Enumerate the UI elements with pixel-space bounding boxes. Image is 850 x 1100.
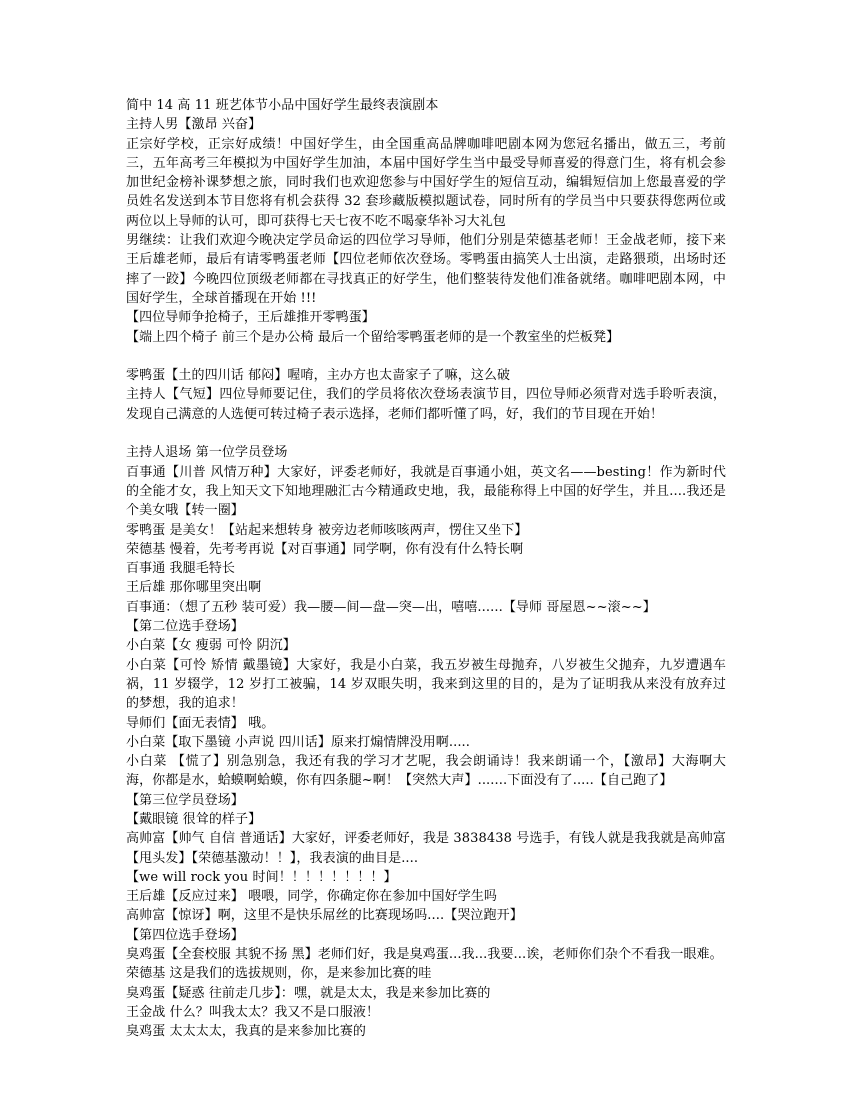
script-paragraph: 百事通【川普 风情万种】大家好，评委老师好，我就是百事通小姐，英文名——besting！作为新时代的全能才女，我上知天文下知地理融汇古今精通政史地，我，最能称得上中国的好学生，并且....我还是个美女哦【转一圈】 [126,464,726,519]
script-paragraph: 高帅富【惊讶】啊，这里不是快乐屌丝的比赛现场吗....【哭泣跑开】 [126,908,523,924]
script-paragraph: 主持人【气短】四位导师要记住，我们的学员将依次登场表演节目，四位导师必须背对选手聆听表演，发现自己满意的人选便可转过椅子表示选择，老师们都听懂了吗，好，我们的节目现在开始！ [126,387,726,422]
script-paragraph: 导师们【面无表情】 哦。 [126,715,275,731]
script-paragraph: 臭鸡蛋【全套校服 其貌不扬 黑】老师们好，我是臭鸡蛋...我...我要...诶，老师你们杂个不看我一眼难。 [126,947,723,963]
script-paragraph: 百事通：（想了五秒 装可爱）我—腰—间—盘—突—出，嘻嘻......【导师 哥屋恩~~滚~~】 [126,599,656,615]
document-title: 简中 14 高 11 班艺体节小品中国好学生最终表演剧本 [126,98,439,113]
script-paragraph: 王后雄【反应过来】 喂喂，同学，你确定你在参加中国好学生吗 [126,889,498,905]
script-paragraph: 正宗好学校，正宗好成绩！中国好学生，由全国重高品牌咖啡吧剧本网为您冠名播出，做五三，考前三，五年高考三年模拟为中国好学生加油，本届中国好学生当中最受导师喜爱的得意门生，将有机会参加世纪金榜补课梦想之旅，同时我们也欢迎您参与中国好学生的短信互动，编辑短信加上您最喜爱的学员姓名发送到本节目您将有机会获得 32 套珍藏版模拟题试卷，同时所有的学员当中只要获得您两位或两位以上导师的认可，即可获得七天七夜不吃不喝豪华补习大礼包 [126,136,726,229]
script-paragraph: 小白菜【取下墨镜 小声说 四川话】原来打煽情牌没用啊..... [126,734,471,750]
script-paragraph: 【四位导师争抢椅子，王后雄推开零鸭蛋】 [126,310,375,326]
script-paragraph: 小白菜 【慌了】别急别急，我还有我的学习才艺呢，我会朗诵诗！我来朗诵一个，【激昂】大海啊大海，你都是水，蛤蟆啊蛤蟆，你有四条腿~啊！【突然大声】.......下面没有了.....【自己跑了】 [126,754,726,789]
script-paragraph: 零鸭蛋【土的四川话 郁闷】喔唷，主办方也太啬家子了嘛，这么破 [126,368,511,384]
script-paragraph: 【第二位选手登场】 [126,619,244,635]
script-paragraph: 高帅富【帅气 自信 普通话】大家好，评委老师好，我是 3838438 号选手，有钱人就是我我就是高帅富【甩头发】【荣德基激动！！】，我表演的曲目是.... [126,831,726,866]
document-body [126,115,726,1041]
script-paragraph: 臭鸡蛋【疑惑 往前走几步】：嘿，就是太太，我是来参加比赛的 [126,985,491,1001]
script-paragraph: 王金战 什么？叫我太太？我又不是口服液！ [126,1004,380,1020]
script-paragraph: 【戴眼镜 很耸的样子】 [126,811,262,827]
script-paragraph: 零鸭蛋 是美女！【站起来想转身 被旁边老师咳咳两声，愣住又坐下】 [126,522,528,538]
script-paragraph: 荣德基 慢着，先考考再说【对百事通】同学啊，你有没有什么特长啊 [126,541,524,557]
blank-line [126,424,726,443]
document-page [126,96,726,1042]
script-paragraph: 【第三位学员登场】 [126,792,244,808]
script-paragraph: 【端上四个椅子 前三个是办公椅 最后一个留给零鸭蛋老师的是一个教室坐的烂板凳】 [126,329,620,345]
script-paragraph: 荣德基 这是我们的选拔规则，你，是来参加比赛的哇 [126,966,432,982]
script-paragraph: 【we will rock you 时间！！！！！！！！】 [126,869,397,885]
script-paragraph: 主持人男【激昂 兴奋】 [126,117,262,133]
blank-line [126,347,726,366]
script-paragraph: 王后雄 那你哪里突出啊 [126,580,262,596]
script-paragraph: 臭鸡蛋 太太太太，我真的是来参加比赛的 [126,1024,367,1040]
script-paragraph: 【第四位选手登场】 [126,927,244,943]
script-paragraph: 主持人退场 第一位学员登场 [126,445,288,461]
script-paragraph: 百事通 我腿毛特长 [126,561,236,577]
script-paragraph: 小白菜【可怜 矫情 戴墨镜】大家好，我是小白菜，我五岁被生母抛弃，八岁被生父抛弃，九岁遭遇车祸，11 岁辍学，12 岁打工被骗，14 岁双眼失明，我来到这里的目的，是为了证明我从来没有放弃过的梦想，我的追求！ [126,657,726,712]
script-paragraph: 小白菜【女 瘦弱 可怜 阴沉】 [126,638,296,654]
script-paragraph: 男继续：让我们欢迎今晚决定学员命运的四位学习导师，他们分别是荣德基老师！王金战老师，接下来王后雄老师，最后有请零鸭蛋老师【四位老师依次登场。零鸭蛋由搞笑人士出演，走路猥琐，出场时还摔了一跤】今晚四位顶级老师都在寻找真正的好学生，他们整装待发他们准备就绪。咖啡吧剧本网，中国好学生，全球首播现在开始 !!! [126,233,726,306]
